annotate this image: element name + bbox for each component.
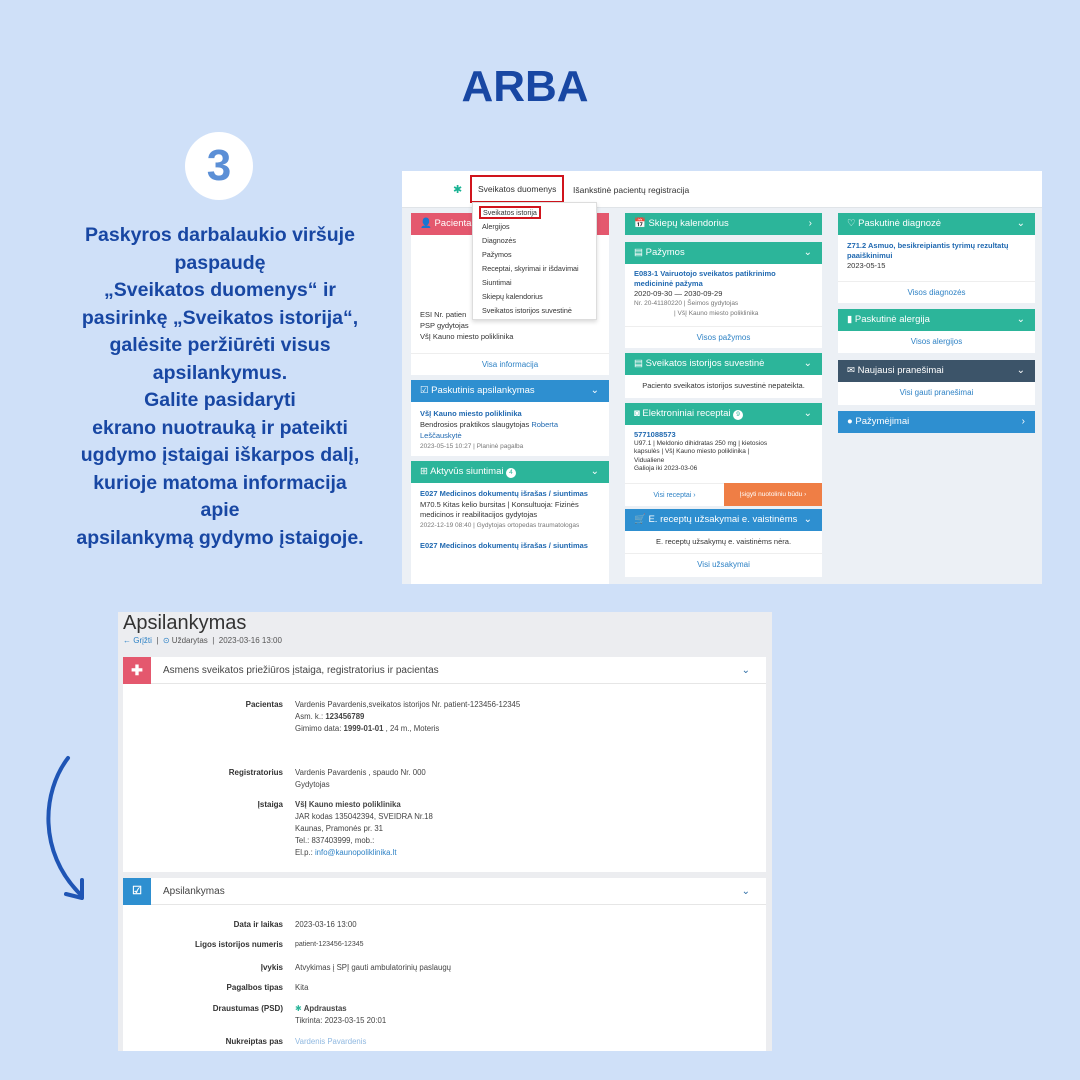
certificates-card (625, 242, 822, 348)
curved-arrow-icon (38, 752, 108, 912)
instruction-line: apie (200, 499, 240, 521)
patient-age: , 24 m., Moteris (385, 724, 440, 733)
field-label: Asm. k.: (295, 712, 324, 721)
field-label: Ligos istorijos numeris (194, 940, 283, 949)
field-label: Data ir laikas (233, 920, 283, 929)
prescriptions-card (625, 403, 822, 506)
user-icon: 👤 (420, 218, 435, 229)
card-title: Pažymėjimai (855, 416, 910, 427)
calendar-icon: 📅 (634, 218, 649, 229)
chevron-down-icon[interactable]: ⌄ (803, 358, 812, 369)
referral-icon: ⊞ (420, 466, 431, 477)
patient-name: Vardenis Pavardenis,sveikatos istorijos Nr. patient-123456-12345 (295, 700, 521, 709)
referred-value: Vardenis Pavardenis (295, 1037, 367, 1046)
visit-person-link[interactable]: Roberta (531, 420, 559, 429)
all-certificates-link[interactable]: Visos pažymos (625, 326, 822, 348)
visit-org-link[interactable]: VšĮ Kauno miesto poliklinika (420, 409, 522, 418)
instruction-line: ugdymo įstaigai iškarpos dalį, (80, 444, 360, 466)
institution-name: VšĮ Kauno miesto poliklinika (295, 800, 401, 809)
visit-screenshot (118, 612, 772, 1051)
panel-title: Asmens sveikatos priežiūros įstaiga, registratorius ir pacientas (163, 665, 439, 676)
field-label: El.p.: (295, 848, 313, 857)
chevron-down-icon[interactable]: ⌄ (590, 385, 599, 396)
all-messages-link[interactable]: Visi gauti pranešimai (899, 388, 974, 397)
pharmacy-orders-card (625, 509, 822, 577)
last-allergy-card (838, 309, 1035, 353)
field-label: Nukreiptas pas (225, 1037, 283, 1046)
insurance-checked: Tikrinta: 2023-03-15 20:01 (295, 1016, 387, 1025)
institution-address: Kaunas, Pramonės pr. 31 (295, 824, 383, 833)
instruction-line: apsilankymą gydymo įstaigoje. (76, 526, 364, 549)
chevron-down-icon[interactable]: ⌄ (590, 466, 599, 477)
book-icon: ▮ (847, 314, 855, 325)
certificate-meta: | VšĮ Kauno miesto poliklinika (674, 310, 759, 317)
field-label: Draustumas (PSD) (212, 1004, 283, 1013)
checkbox-icon: ☑ (123, 878, 151, 905)
star-icon: ✱ (453, 184, 463, 196)
certificates2-card[interactable] (838, 411, 1035, 433)
instruction-line: galėsite peržiūrėti visus (109, 334, 331, 356)
last-diagnosis-card (838, 213, 1035, 303)
menu-item-certificates[interactable]: Pažymos (482, 250, 512, 259)
patient-line: VšĮ Kauno miesto poliklinika (420, 332, 514, 341)
menu-item-diagnoses[interactable]: Diagnozės (482, 236, 516, 245)
visit-desc: Bendrosios praktikos slaugytojas (420, 420, 530, 429)
camera-icon: ◙ (634, 408, 643, 419)
stethoscope-icon: ♡ (847, 218, 859, 229)
card-title: Elektroniniai receptai (642, 408, 731, 419)
visit-person-link[interactable]: Leščauskytė (420, 431, 462, 440)
menu-item-health-history[interactable]: Sveikatos istorija (479, 206, 541, 219)
card-title: E. receptų užsakymai e. vaistinėms (648, 514, 798, 525)
instruction-line: „Sveikatos duomenys“ ir (104, 279, 336, 301)
page-title: Apsilankymas (123, 612, 247, 634)
instruction-line: ekrano nuotrauką ir pateikti (92, 416, 348, 439)
check-icon: ⊙ (162, 636, 170, 645)
back-link[interactable]: ← Grįžti (123, 636, 152, 645)
document-icon: ▤ (634, 247, 646, 258)
summary-card (625, 353, 822, 398)
all-info-link[interactable]: Visa informacija (411, 353, 609, 375)
card-title: Naujausi pranešimai (857, 365, 944, 376)
chevron-down-icon[interactable]: ⌄ (741, 665, 750, 676)
chevron-right-icon: › (1021, 416, 1025, 427)
patient-code: 123456789 (325, 712, 365, 721)
nav-registration[interactable]: Išankstinė pacientų registracija (573, 185, 690, 195)
envelope-icon: ✉ (847, 365, 858, 376)
referrals-card (411, 461, 609, 584)
chevron-down-icon[interactable]: ⌄ (1016, 365, 1025, 376)
card-title: Skiepų kalendorius (648, 218, 729, 229)
field-label: Pagalbos tipas (226, 983, 283, 992)
visit-panel (123, 878, 766, 1051)
panel-header[interactable] (123, 878, 766, 905)
menu-item-vaccines[interactable]: Skiepų kalendorius (482, 292, 543, 301)
help-value: Kita (295, 983, 309, 992)
instruction-line: kurioje matoma informacija (93, 471, 347, 494)
field-label: Registratorius (228, 768, 283, 777)
prescription-line: kapsulės | VšĮ Kauno miesto poliklinika | (634, 448, 750, 455)
plus-icon: ✚ (123, 657, 151, 684)
instruction-line: paspaudę (174, 251, 266, 274)
card-title: Paskutinė diagnozė (858, 218, 942, 229)
checkbox-icon: ☑ (420, 385, 432, 396)
chevron-down-icon[interactable]: ⌄ (803, 247, 812, 258)
nav-health-data[interactable]: Sveikatos duomenys (470, 175, 564, 203)
menu-item-referrals[interactable]: Siuntimai (482, 278, 512, 287)
card-title: Paskutinė alergija (854, 314, 930, 325)
email-link[interactable]: info@kaunopoliklinika.lt (314, 848, 397, 857)
registrar-name: Vardenis Pavardenis , spaudo Nr. 000 (295, 768, 426, 777)
referral-title-link[interactable]: E027 Medicinos dokumentų išrašas / siuntimas (420, 541, 588, 550)
referral-desc: M70.5 Kitas kelio bursitas | Konsultuoja: Fizinės medicinos ir reabilitacijos gydytojas (420, 499, 579, 519)
history-value: patient-123456-12345 (295, 941, 364, 948)
prescription-line: Galioja iki 2023-03-06 (634, 465, 698, 472)
field-label: Pacientas (245, 700, 283, 709)
institution-panel (123, 657, 766, 872)
instructions-text (55, 222, 385, 552)
date-value: 2023-03-16 13:00 (295, 920, 357, 929)
all-orders-link[interactable]: Visi užsakymai (625, 553, 822, 576)
panel-header[interactable] (123, 657, 766, 684)
pharmacy-orders-text: E. receptų užsakymų e. vaistinėms nėra. (655, 537, 792, 546)
patient-birth: 1999-01-01 (343, 724, 384, 733)
all-allergies-link[interactable]: Visos alergijos (910, 337, 963, 346)
vaccines-card[interactable] (625, 213, 822, 235)
institution-phone: Tel.: 837403999, mob.: (295, 836, 375, 845)
visit-meta: 2023-05-15 10:27 | Planinė pagalba (420, 443, 524, 450)
patient-footer (411, 353, 609, 375)
certificate-title-link[interactable]: E083-1 Vairuotojo sveikatos patikrinimo medicininė pažyma (634, 269, 776, 288)
count-badge: 9 (733, 410, 743, 420)
prescription-number-link[interactable]: 5771088573 (634, 430, 676, 439)
instruction-line: pasirinkę „Sveikatos istorija“, (81, 306, 359, 329)
headline: ARBA (461, 62, 589, 111)
chevron-down-icon[interactable]: ⌄ (803, 408, 812, 419)
card-title: Pacienta (434, 218, 472, 229)
event-value: Atvykimas į SPĮ gauti ambulatorinių paslaugų (295, 963, 452, 972)
prescription-line: U97.1 | Meldonio dihidratas 250 mg | kietosios (634, 439, 768, 447)
breadcrumb: ← Grįžti | ⊙ Uždarytas | 2023-03-16 13:00 (123, 636, 282, 645)
referral-meta: 2022-12-19 08:40 | Gydytojas ortopedas traumatologas (420, 521, 580, 529)
instruction-line: apsilankymus. (152, 361, 288, 384)
count-badge: 4 (506, 468, 516, 478)
card-title: Pažymos (645, 247, 685, 258)
field-label: Gimimo data: (295, 724, 342, 733)
menu-item-allergies[interactable]: Alergijos (482, 222, 510, 231)
all-diagnoses-link[interactable]: Visos diagnozės (838, 281, 1035, 303)
prescription-line: Vidualiene (634, 456, 665, 464)
chevron-down-icon[interactable]: ⌄ (1016, 218, 1025, 229)
field-label: Įstaiga (257, 800, 283, 809)
chevron-right-icon: › (808, 218, 812, 229)
step-number-badge: 3 (185, 132, 253, 200)
instruction-line: Paskyros darbalaukio viršuje (85, 224, 355, 246)
document-icon: ▤ (634, 358, 646, 369)
cart-icon: 🛒 (634, 514, 649, 525)
card-title: Sveikatos istorijos suvestinė (645, 358, 765, 369)
insurance-value: Apdraustas (303, 1004, 347, 1013)
messages-card (838, 360, 1035, 405)
card-title: Paskutinis apsilankymas (431, 385, 535, 396)
buy-remotely-button[interactable]: Įsigyti nuotoliniu būdu › (724, 483, 822, 506)
patient-line: PSP gydytojas (420, 321, 469, 330)
status-text: Uždarytas (171, 636, 208, 645)
chevron-down-icon[interactable]: ⌄ (803, 514, 812, 525)
star-icon: ✱ (295, 1004, 302, 1013)
last-visit-card (411, 380, 609, 456)
panel-title: Apsilankymas (163, 886, 225, 897)
certificate-meta: Nr. 20-41180220 | Šeimos gydytojas (634, 300, 739, 307)
instruction-line: Galite pasidaryti (144, 389, 296, 411)
diagnosis-link[interactable]: Z71.2 Asmuo, besikreipiantis tyrimų rezultatų paaiškinimui (847, 241, 1009, 260)
referral-title-link[interactable]: E027 Medicinos dokumentų išrašas / siuntimas (420, 489, 588, 498)
field-label: Įvykis (260, 963, 283, 972)
diagnosis-date: 2023-05-15 (847, 261, 886, 270)
certificate-dates: 2020-09-30 — 2030-09-29 (634, 289, 723, 298)
summary-text: Paciento sveikatos istorijos suvestinė nepateikta. (642, 381, 805, 390)
health-data-dropdown (472, 202, 597, 320)
menu-item-prescriptions[interactable]: Receptai, skyrimai ir išdavimai (482, 264, 579, 273)
patient-line: ESI Nr. patien (420, 310, 467, 319)
institution-codes: JAR kodas 135042394, SVEIDRA Nr.18 (295, 812, 433, 821)
visit-datetime: 2023-03-16 13:00 (218, 636, 282, 645)
dashboard-screenshot (402, 171, 1042, 584)
circle-icon: ● (847, 416, 856, 427)
menu-item-summary[interactable]: Sveikatos istorijos suvestinė (482, 306, 572, 315)
registrar-role: Gydytojas (295, 780, 330, 789)
chevron-down-icon[interactable]: ⌄ (741, 886, 750, 897)
card-title: Aktyvūs siuntimai (430, 466, 504, 477)
chevron-down-icon[interactable]: ⌄ (1016, 314, 1025, 325)
all-prescriptions-link[interactable]: Visi receptai › (625, 483, 724, 506)
